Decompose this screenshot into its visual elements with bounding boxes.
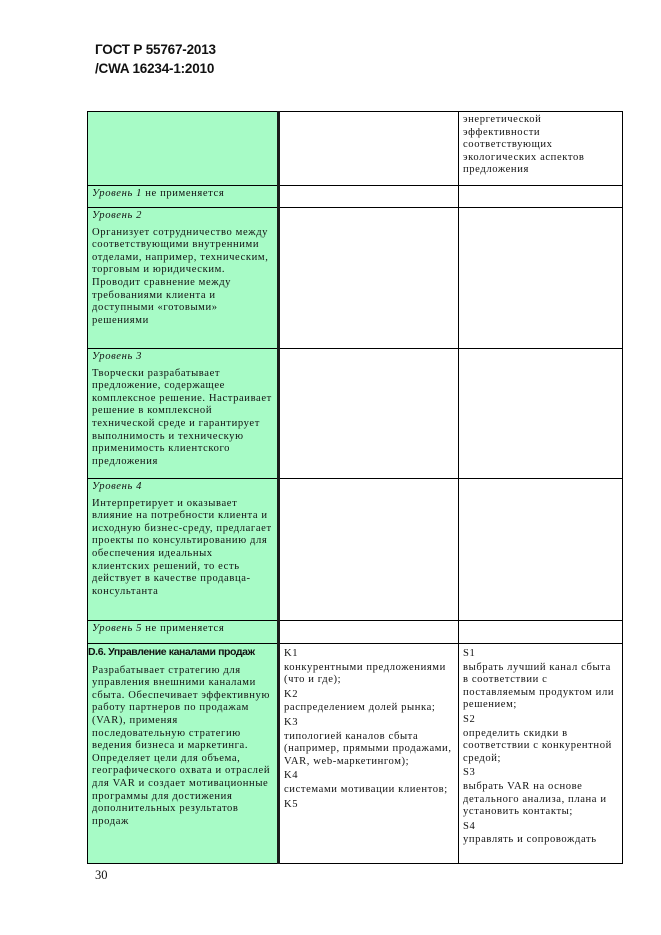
cell-description <box>88 644 279 864</box>
cell-description <box>88 349 279 479</box>
level-label: Уровень 5 <box>92 623 143 634</box>
cell-knowledge <box>279 621 459 644</box>
table-row <box>88 349 623 479</box>
cell-description <box>88 186 279 208</box>
cell-description <box>88 621 279 644</box>
competence-table <box>87 111 623 864</box>
level-label: Уровень 1 <box>92 188 143 199</box>
level-label: Уровень 3 <box>92 351 143 362</box>
cell-skills <box>459 349 623 479</box>
knowledge-code: K4 <box>284 770 299 782</box>
table-row <box>88 644 623 864</box>
table-row <box>88 112 623 186</box>
skill-code: S4 <box>463 820 476 832</box>
knowledge-text: типологией каналов сбыта (например, прямыми продажами, VAR, web-маркетингом); <box>284 730 452 767</box>
table-row <box>88 621 623 644</box>
knowledge-code: K5 <box>284 798 299 810</box>
level-text: Организует сотрудничество между соответствующими внутренними отделами, например, техническим, торговым и юридическим. Проводит сравнение между требованиями клиента и доступными «готовыми» решениями <box>92 226 269 326</box>
cell-description <box>88 112 279 186</box>
skill-code: S2 <box>463 713 476 725</box>
cell-skills <box>459 112 623 186</box>
cell-knowledge <box>279 186 459 208</box>
section-description: Разрабатывает стратегию для управления внешними каналами сбыта. Обеспечивает эффективную работу партнеров по продажам (VAR), применяя последовательную стратегию ведения бизнеса и маркетинга. Определяет цели для объема, географического охвата и отраслей для VAR и создает мотивационные программы для достижения дополнительных результатов продаж <box>92 664 271 827</box>
cell-text: энергетической эффективности соответствующих экологических аспектов предложения <box>463 114 585 176</box>
level-text: Интерпретирует и оказывает влияние на потребности клиента и исходную бизнес-среду, предлагает проекты по консультированию для обеспечения идеальных клиентских решений, то есть действует в качестве продавца-консультанта <box>92 497 272 597</box>
table-row <box>88 208 623 349</box>
cell-description <box>88 208 279 349</box>
standard-equivalent: /CWA 16234-1:2010 <box>95 61 215 76</box>
level-text: не применяется <box>145 623 225 634</box>
knowledge-text: распределением долей рынка; <box>284 702 436 714</box>
table-row <box>88 479 623 621</box>
level-label: Уровень 2 <box>92 210 143 221</box>
skill-text: выбрать лучший канал сбыта в соответствии с поставляемым продуктом или решением; <box>463 661 615 711</box>
skill-code: S1 <box>463 648 476 659</box>
cell-description <box>88 479 279 621</box>
knowledge-text: системами мотивации клиентов; <box>284 783 448 795</box>
cell-skills <box>459 186 623 208</box>
page-number: 30 <box>95 868 108 882</box>
cell-knowledge <box>279 644 459 864</box>
knowledge-text: конкурентными предложениями (что и где); <box>284 661 446 686</box>
skill-code: S3 <box>463 767 476 779</box>
level-label: Уровень 4 <box>92 481 143 492</box>
cell-skills <box>459 644 623 864</box>
table-row <box>88 186 623 208</box>
cell-skills <box>459 479 623 621</box>
cell-knowledge <box>279 349 459 479</box>
cell-knowledge <box>279 208 459 349</box>
knowledge-code: K1 <box>284 648 299 659</box>
level-text: не применяется <box>145 188 225 199</box>
standard-number: ГОСТ Р 55767-2013 <box>95 42 216 57</box>
section-title: D.6. Управление каналами продаж <box>88 646 255 658</box>
level-text: Творчески разрабатывает предложение, содержащее комплексное решение. Настраивает решение в комплексной технической среде и гарантирует выполнимость и техническую применимость клиентского предложения <box>92 367 272 467</box>
cell-knowledge <box>279 479 459 621</box>
cell-knowledge <box>279 112 459 186</box>
cell-skills <box>459 208 623 349</box>
skill-text: управлять и сопровождать <box>463 834 597 846</box>
knowledge-code: K3 <box>284 716 299 728</box>
skill-text: выбрать VAR на основе детального анализа, плана и установить контакты; <box>463 780 607 818</box>
knowledge-code: K2 <box>284 688 299 700</box>
skill-text: определить скидки в соответствии с конкурентной средой; <box>463 727 612 764</box>
cell-skills <box>459 621 623 644</box>
document-header <box>95 40 216 78</box>
